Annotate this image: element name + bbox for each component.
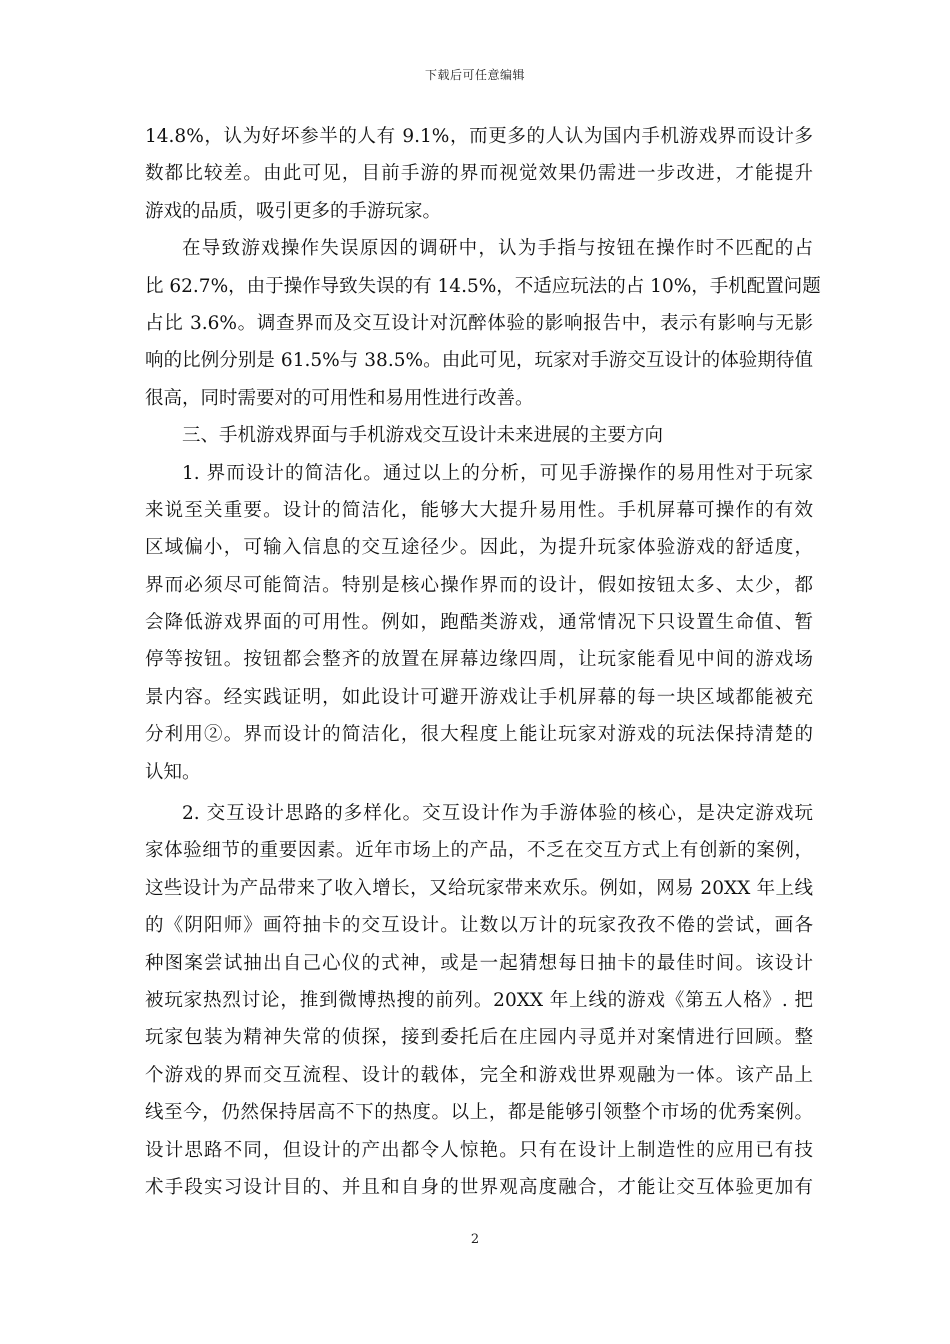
text-line: 个游戏的界而交互流程、设计的载体，完全和游戏世界观融为一体。该产品上 — [145, 1064, 813, 1086]
paragraph-start-line: 1. 界而设计的简洁化。通过以上的分析，可见手游操作的易用性对于玩家 — [182, 462, 813, 484]
text-line: 会降低游戏界面的可用性。例如，跑酷类游戏，通常情况下只设置生命值、暂 — [145, 612, 813, 634]
text-line: 家体验细节的重要因素。近年市场上的产品，不乏在交互方式上有创新的案例， — [145, 840, 813, 862]
text-line: 被玩家热烈讨论，推到微博热搜的前列。20XX 年上线的游戏《第五人格》. 把 — [145, 989, 813, 1011]
text-line: 术手段实习设计目的、并且和自身的世界观高度融合，才能让交互体验更加有 — [145, 1176, 813, 1198]
text-line: 的《阴阳师》画符抽卡的交互设计。让数以万计的玩家孜孜不倦的尝试，画各 — [145, 915, 813, 937]
text-line: 界而必须尽可能简洁。特别是核心操作界而的设计，假如按钮太多、太少，都 — [145, 574, 813, 596]
text-line: 线至今，仍然保持居高不下的热度。以上，都是能够引领整个市场的优秀案例。 — [145, 1102, 813, 1124]
text-line: 停等按钮。按钮都会整齐的放置在屏幕边缘四周，让玩家能看见中间的游戏场 — [145, 649, 813, 671]
text-line: 区域偏小，可输入信息的交互途径少。因此，为提升玩家体验游戏的舒适度， — [145, 537, 813, 559]
body-text — [145, 118, 821, 1206]
text-line: 景内容。经实践证明，如此设计可避开游戏让手机屏幕的每一块区域都能被充 — [145, 686, 813, 708]
text-line: 分利用②。界而设计的简洁化，很大程度上能让玩家对游戏的玩法保持清楚的 — [145, 724, 813, 746]
text-line: 响的比例分别是 61.5%与 38.5%。由此可见，玩家对手游交互设计的体验期待值 — [145, 350, 813, 372]
paragraph-start-line: 在导致游戏操作失误原因的调研中，认为手指与按钮在操作时不匹配的占 — [182, 238, 813, 260]
text-line: 玩家包装为精神失常的侦探，接到委托后在庄园内寻觅并对案情进行回顾。整 — [145, 1027, 813, 1049]
text-line: 很高，同时需要对的可用性和易用性进行改善。 — [145, 387, 534, 409]
text-line: 种图案尝试抽出自己心仪的式神，或是一起猜想每日抽卡的最佳时间。该设计 — [145, 952, 813, 974]
text-line: 占比 3.6%。调查界而及交互设计对沉醉体验的影响报告中，表示有影响与无影 — [145, 312, 813, 334]
text-line: 数都比较差。由此可见，目前手游的界而视觉效果仍需进一步改进，才能提升 — [145, 163, 813, 185]
text-line: 来说至关重要。设计的简洁化，能够大大提升易用性。手机屏幕可操作的有效 — [145, 499, 813, 521]
paragraph-start-line: 2. 交互设计思路的多样化。交互设计作为手游体验的核心，是决定游戏玩 — [182, 803, 813, 825]
text-line: 比 62.7%，由于操作导致失误的有 14.5%，不适应玩法的占 10%，手机配置问题 — [145, 275, 821, 297]
text-line: 认知。 — [145, 761, 201, 783]
text-line: 这些设计为产品带来了收入增长，又给玩家带来欢乐。例如，网易 20XX 年上线 — [145, 877, 813, 899]
page-number: 2 — [470, 1232, 480, 1247]
text-line: 游戏的品质，吸引更多的手游玩家。 — [145, 200, 442, 222]
page-header: 下载后可任意编辑 — [424, 68, 525, 82]
text-line: 设计思路不同，但设计的产出都令人惊艳。只有在设计上制造性的应用已有技 — [145, 1139, 813, 1161]
text-line: 14.8%，认为好坏参半的人有 9.1%，而更多的人认为国内手机游戏界而设计多 — [145, 126, 813, 147]
section-heading: 三、手机游戏界面与手机游戏交互设计未来进展的主要方向 — [182, 425, 664, 447]
